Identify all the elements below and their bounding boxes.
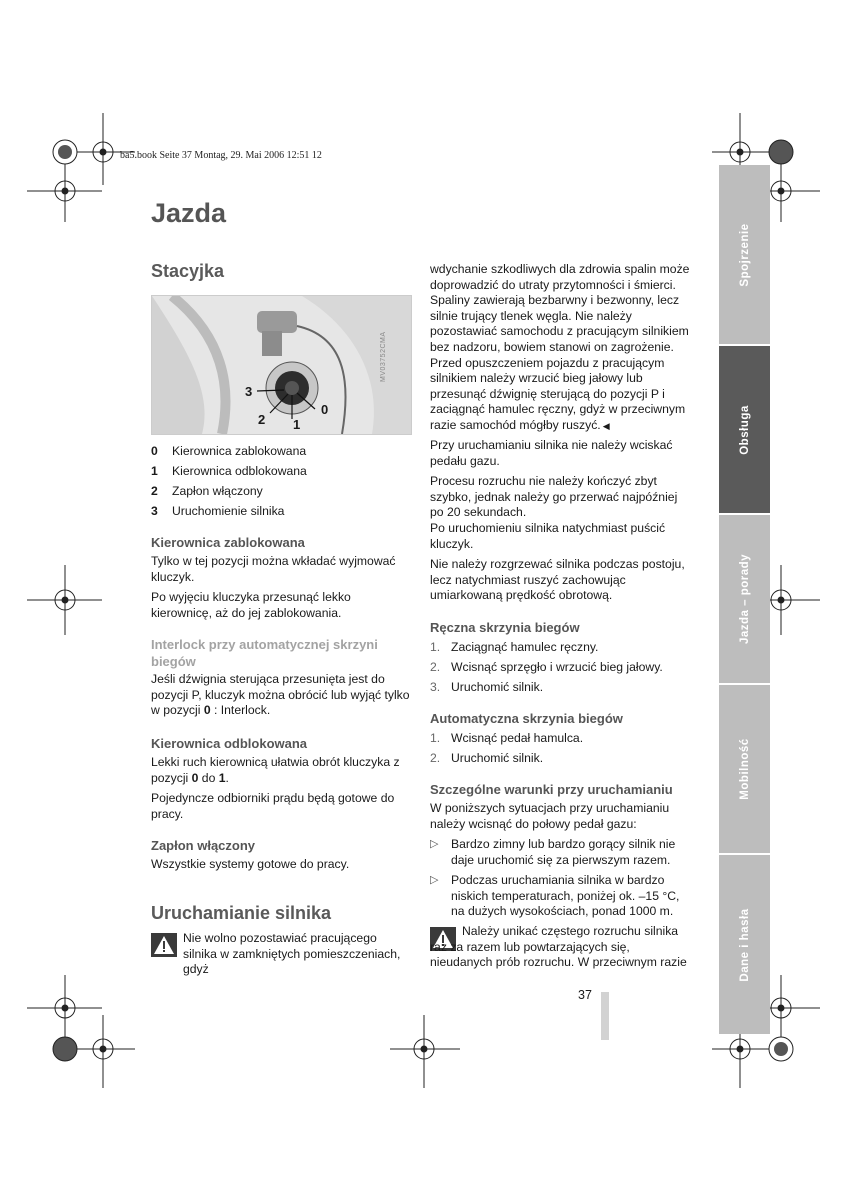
page-title: Jazda	[151, 198, 227, 228]
paragraph: Przy uruchamianiu silnika nie należy wciskać pedału gazu.	[430, 438, 673, 468]
subsection-title: Zapłon włączony	[151, 838, 256, 853]
section-title-ignition: Stacyjka	[151, 261, 225, 281]
subsection-title: Interlock przy automatycznej skrzyni biegów	[151, 637, 378, 669]
end-mark-icon: ◀	[602, 420, 610, 431]
print-header: ba5.book Seite 37 Montag, 29. Mai 2006 12:51 12	[120, 150, 322, 161]
list-item: 3. Uruchomić silnik.	[430, 680, 544, 694]
image-label-2: 2	[258, 412, 266, 427]
legend-item: 0 Kierownica zablokowana	[151, 444, 307, 458]
tab-spojrzenie[interactable]: Spojrzenie	[719, 165, 770, 344]
paragraph: Tylko w tej pozycji można wkładać wyjmować kluczyk.	[151, 554, 396, 584]
warning-text: Nie wolno pozostawiać pracującego silnika w zamkniętych pomieszczeniach, gdyż	[183, 931, 401, 977]
image-code: MV03752CMA	[380, 331, 387, 382]
bullet-item: ▷ Bardzo zimny lub bardzo gorący silnik nie daje uruchomić się za pierwszym razem.	[430, 837, 676, 867]
tab-mobilnosc[interactable]: Mobilność	[719, 685, 770, 853]
page-number-bar	[601, 992, 609, 1040]
subsection-title: Automatyczna skrzynia biegów	[430, 711, 623, 726]
legend-item: 1 Kierownica odblokowana	[151, 464, 307, 478]
section-title-engine-start: Uruchamianie silnika	[151, 903, 332, 923]
triangle-bullet-icon: ▷	[430, 874, 439, 886]
paragraph: Wszystkie systemy gotowe do pracy.	[151, 857, 350, 871]
tab-jazda-porady[interactable]: Jazda – porady	[719, 515, 770, 683]
paragraph: Jeśli dźwignia sterująca przesunięta jest do pozycji P, kluczyk można obrócić lub wyjąć tylko w pozycji 0 : Interlock.	[151, 672, 410, 718]
bullet-item: ▷ Podczas uruchamiania silnika w bardzo niskich temperaturach, poniżej ok. –15 °C, na dużych wysokościach, ponad 1000 m.	[430, 873, 680, 919]
tab-dane-i-hasla[interactable]: Dane i hasła	[719, 855, 770, 1034]
paragraph: Procesu rozruchu nie należy kończyć zbyt szybko, jednak należy go przerwać najpóźniej po 20 sekundach.	[430, 474, 678, 520]
list-item: 2. Wcisnąć sprzęgło i wrzucić bieg jałowy.	[430, 660, 663, 674]
subsection-title: Szczególne warunki przy uruchamianiu	[430, 782, 673, 797]
image-label-1: 1	[293, 417, 301, 432]
subsection-title: Ręczna skrzynia biegów	[430, 620, 580, 635]
list-item: 2. Uruchomić silnik.	[430, 751, 544, 765]
paragraph: W poniższych sytuacjach przy uruchamianiu należy wcisnąć do połowy pedał gazu:	[430, 801, 670, 831]
subsection-title: Kierownica zablokowana	[151, 535, 305, 550]
paragraph: Po wyjęciu kluczyka przesunąć lekko kierownicę, aż do jej zablokowania.	[151, 590, 351, 620]
paragraph: Pojedyncze odbiorniki prądu będą gotowe do pracy.	[151, 791, 395, 821]
warning-text: Należy unikać częstego rozruchu silnika raz za razem lub powtarzających się, nieudanych prób rozruchu. W przeciwnym razie	[430, 924, 687, 970]
legend-item: 3 Uruchomienie silnika	[151, 504, 285, 518]
list-item: 1. Zaciągnąć hamulec ręczny.	[430, 640, 599, 654]
triangle-bullet-icon: ▷	[430, 838, 439, 850]
page-number: 37	[578, 988, 592, 1002]
paragraph: wdychanie szkodliwych dla zdrowia spalin może doprowadzić do utraty przytomności i śmierci. Spaliny zawierają bezbarwny i bezwonny, lecz silnie trujący tlenek węgla. Nie należy pozostawiać samochodu z pracującym silnikiem bez nadzoru, bowiem stanowi on zagrożenie. Przed opuszczeniem pojazdu z pracującym silnikiem należy wrzucić bieg jałowy lub przesunąć dźwignię sterującą do pozycji P i zaciągnąć hamulec ręczny, gdyż w przeciwnym razie samochód mógłby ruszyć. ◀	[430, 262, 690, 432]
image-label-3: 3	[245, 384, 253, 399]
tab-obsluga[interactable]: Obsługa	[719, 346, 770, 513]
warning-icon	[151, 933, 177, 957]
paragraph: Po uruchomieniu silnika natychmiast puścić kluczyk.	[430, 521, 666, 551]
paragraph: Lekki ruch kierownicą ułatwia obrót kluczyka z pozycji 0 do 1.	[151, 755, 400, 785]
subsection-title: Kierownica odblokowana	[151, 736, 308, 751]
image-label-0: 0	[321, 402, 329, 417]
legend-item: 2 Zapłon włączony	[151, 484, 263, 498]
ignition-lock-illustration	[151, 295, 412, 435]
paragraph: Nie należy rozgrzewać silnika podczas postoju, lecz natychmiast ruszyć zachowując umiarkowaną prędkość obrotową.	[430, 557, 685, 603]
list-item: 1. Wcisnąć pedał hamulca.	[430, 731, 584, 745]
